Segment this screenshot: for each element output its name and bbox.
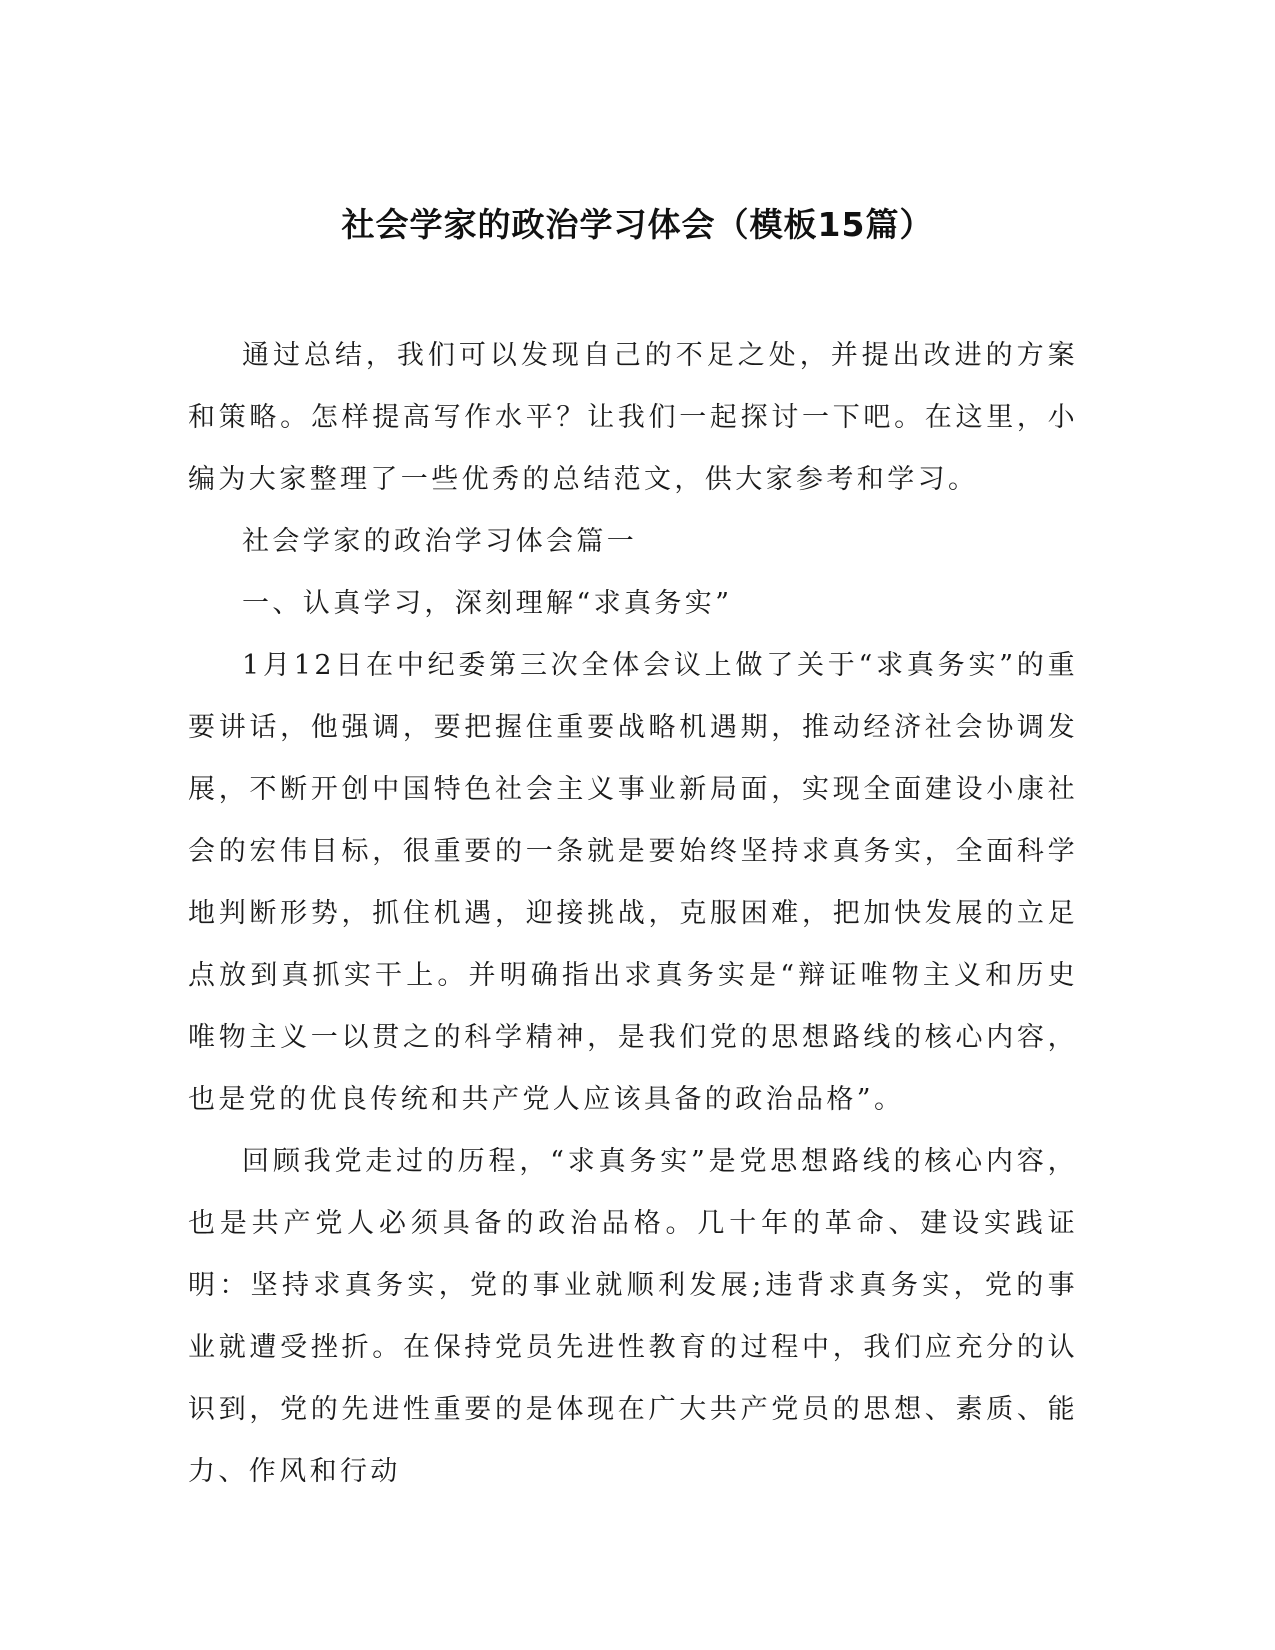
body-paragraph: 1月12日在中纪委第三次全体会议上做了关于“求真务实”的重要讲话，他强调，要把握住重要战略机遇期，推动经济社会协调发展，不断开创中国特色社会主义事业新局面，实现全面建设小康社会的宏伟目标，很重要的一条就是要始终坚持求真务实，全面科学地判断形势，抓住机遇，迎接挑战，克服困难，把加快发展的立足点放到真抓实干上。并明确指出求真务实是“辩证唯物主义和历史唯物主义一以贯之的科学精神，是我们党的思想路线的核心内容，也是党的优良传统和共产党人应该具备的政治品格”。 [188, 650, 1078, 1115]
document-title: 社会学家的政治学习体会（模板15篇） [341, 205, 934, 245]
subsection-heading: 一、认真学习，深刻理解“求真务实” [242, 588, 733, 619]
section-heading: 社会学家的政治学习体会篇一 [242, 526, 638, 557]
body-paragraph: 回顾我党走过的历程，“求真务实”是党思想路线的核心内容，也是共产党人必须具备的政治品格。几十年的革命、建设实践证明：坚持求真务实，党的事业就顺利发展;违背求真务实，党的事业就遭受挫折。在保持党员先进性教育的过程中，我们应充分的认识到，党的先进性重要的是体现在广大共产党员的思想、素质、能力、作风和行动 [188, 1146, 1078, 1487]
document-body [188, 325, 1078, 1503]
intro-paragraph: 通过总结，我们可以发现自己的不足之处，并提出改进的方案和策略。怎样提高写作水平？让我们一起探讨一下吧。在这里，小编为大家整理了一些优秀的总结范文，供大家参考和学习。 [188, 340, 1078, 495]
